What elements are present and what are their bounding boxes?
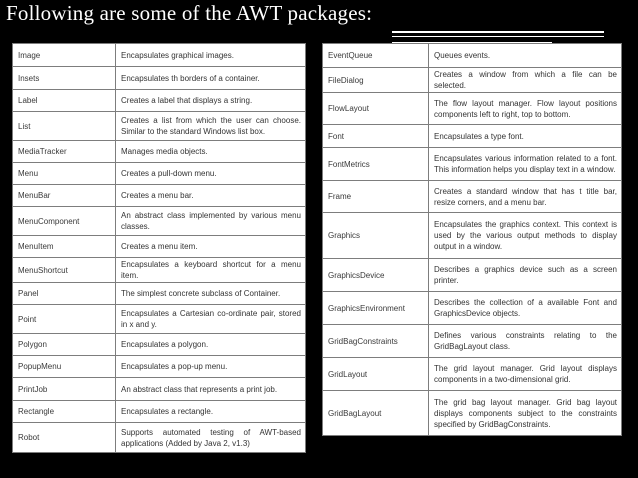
description-cell: Creates a label that displays a string. (116, 90, 306, 112)
description-cell: Creates a window from which a file can be selected. (429, 68, 622, 93)
class-name-cell: GridBagLayout (323, 391, 429, 436)
description-cell: Describes a graphics device such as a screen printer. (429, 259, 622, 292)
description-cell: Encapsulates a rectangle. (116, 401, 306, 423)
table-row (323, 148, 622, 181)
decorative-line (392, 36, 604, 37)
class-name-cell: PopupMenu (13, 356, 116, 378)
class-name-cell: FontMetrics (323, 148, 429, 181)
table-row (323, 125, 622, 148)
description-cell: Encapsulates a Cartesian co-ordinate pair, stored in x and y. (116, 305, 306, 334)
description-cell: Encapsulates a pop-up menu. (116, 356, 306, 378)
description-cell: Encapsulates a keyboard shortcut for a menu item. (116, 258, 306, 283)
class-name-cell: Label (13, 90, 116, 112)
table-row (13, 236, 306, 258)
table-row (13, 305, 306, 334)
description-cell: An abstract class implemented by various menu classes. (116, 207, 306, 236)
class-name-cell: GridLayout (323, 358, 429, 391)
table-row (323, 292, 622, 325)
table-row (323, 68, 622, 93)
table-row (323, 391, 622, 436)
table-row (13, 401, 306, 423)
table-row (13, 334, 306, 356)
decorative-line (392, 31, 604, 33)
table-row (323, 358, 622, 391)
description-cell: Manages media objects. (116, 141, 306, 163)
title-bar (0, 0, 638, 30)
class-name-cell: GraphicsEnvironment (323, 292, 429, 325)
table-row (13, 423, 306, 453)
description-cell: The grid bag layout manager. Grid bag layout displays components subject to the constraints specified by GridBagConstraints. (429, 391, 622, 436)
description-cell: Creates a pull-down menu. (116, 163, 306, 185)
class-name-cell: GridBagConstraints (323, 325, 429, 358)
class-name-cell: Rectangle (13, 401, 116, 423)
table-row (13, 378, 306, 401)
description-cell: Creates a standard window that has t title bar, resize corners, and a menu bar. (429, 181, 622, 213)
description-cell: Encapsulates a polygon. (116, 334, 306, 356)
table-row (323, 44, 622, 68)
description-cell: Defines various constraints relating to the GridBagLayout class. (429, 325, 622, 358)
table-row (13, 258, 306, 283)
description-cell: Creates a menu bar. (116, 185, 306, 207)
description-cell: Queues events. (429, 44, 622, 68)
class-name-cell: Polygon (13, 334, 116, 356)
class-name-cell: Image (13, 44, 116, 67)
class-name-cell: FileDialog (323, 68, 429, 93)
description-cell: Encapsulates a type font. (429, 125, 622, 148)
description-cell: An abstract class that represents a print job. (116, 378, 306, 401)
class-name-cell: Graphics (323, 213, 429, 259)
class-name-cell: EventQueue (323, 44, 429, 68)
awt-classes-table-right (322, 43, 622, 436)
table-row (13, 112, 306, 141)
description-cell: Creates a list from which the user can choose. Similar to the standard Windows list box. (116, 112, 306, 141)
table-row (323, 93, 622, 125)
awt-classes-table-left (12, 43, 306, 453)
table-row (13, 163, 306, 185)
description-cell: Encapsulates various information related to a font. This information helps you display text in a window. (429, 148, 622, 181)
description-cell: Encapsulates th borders of a container. (116, 67, 306, 90)
class-name-cell: Menu (13, 163, 116, 185)
class-name-cell: PrintJob (13, 378, 116, 401)
class-name-cell: Insets (13, 67, 116, 90)
table-row (13, 356, 306, 378)
description-cell: Creates a menu item. (116, 236, 306, 258)
class-name-cell: Robot (13, 423, 116, 453)
class-name-cell: MenuComponent (13, 207, 116, 236)
table-row (323, 213, 622, 259)
class-name-cell: FlowLayout (323, 93, 429, 125)
class-name-cell: MenuBar (13, 185, 116, 207)
table-row (13, 185, 306, 207)
description-cell: The flow layout manager. Flow layout positions components left to right, top to bottom. (429, 93, 622, 125)
class-name-cell: Panel (13, 283, 116, 305)
description-cell: Describes the collection of a available Font and GraphicsDevice objects. (429, 292, 622, 325)
table-row (13, 141, 306, 163)
table-row (13, 283, 306, 305)
slide-title: Following are some of the AWT packages: (6, 1, 373, 25)
class-name-cell: MenuShortcut (13, 258, 116, 283)
class-name-cell: List (13, 112, 116, 141)
class-name-cell: GraphicsDevice (323, 259, 429, 292)
table-row (323, 325, 622, 358)
class-name-cell: Frame (323, 181, 429, 213)
description-cell: Encapsulates graphical images. (116, 44, 306, 67)
description-cell: Encapsulates the graphics context. This context is used by the various output methods to display output in a window. (429, 213, 622, 259)
table-row (13, 67, 306, 90)
class-name-cell: Font (323, 125, 429, 148)
table-row (323, 259, 622, 292)
table-row (13, 90, 306, 112)
class-name-cell: MediaTracker (13, 141, 116, 163)
table-row (13, 207, 306, 236)
description-cell: The grid layout manager. Grid layout displays components in a two-dimensional grid. (429, 358, 622, 391)
class-name-cell: MenuItem (13, 236, 116, 258)
table-row (323, 181, 622, 213)
class-name-cell: Point (13, 305, 116, 334)
table-row (13, 44, 306, 67)
description-cell: Supports automated testing of AWT-based applications (Added by Java 2, v1.3) (116, 423, 306, 453)
description-cell: The simplest concrete subclass of Container. (116, 283, 306, 305)
